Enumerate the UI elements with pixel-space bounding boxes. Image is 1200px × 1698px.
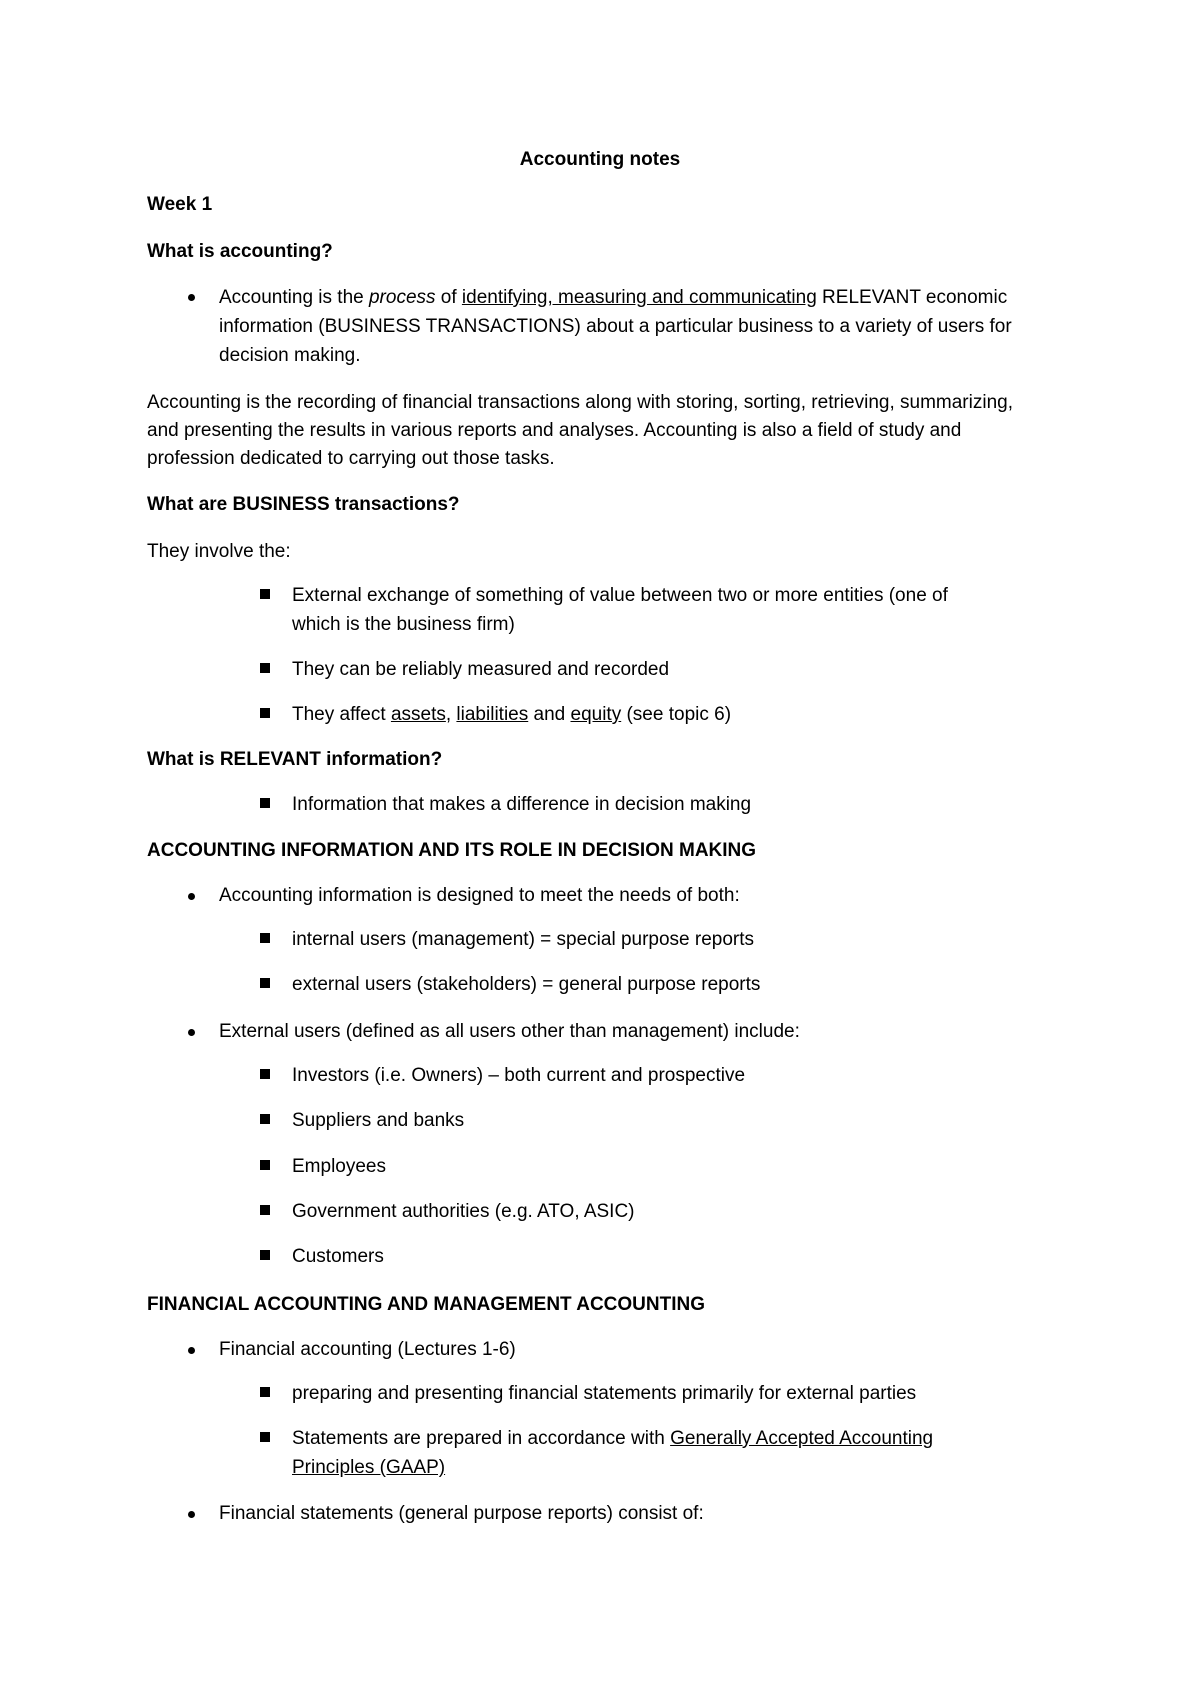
square-bullet (260, 1387, 270, 1397)
list-item-continued: which is the business firm) (292, 614, 515, 635)
bullet-dot (188, 893, 195, 900)
definition-text: Accounting is the (219, 287, 369, 308)
list-item: Financial statements (general purpose reports) consist of: (219, 1503, 704, 1524)
list-item: Investors (i.e. Owners) – both current and prospective (292, 1065, 746, 1086)
list-text: (see topic 6) (621, 704, 732, 725)
heading-business-transactions: What are BUSINESS transactions? (147, 494, 460, 515)
equity-link: equity (570, 704, 622, 725)
square-bullet (260, 1114, 270, 1124)
definition-line-3: decision making. (219, 345, 361, 366)
square-bullet (260, 933, 270, 943)
paragraph-line: and presenting the results in various reports and analyses. Accounting is also a field of study and (147, 420, 962, 441)
definition-text: RELEVANT economic (816, 287, 1008, 308)
square-bullet (260, 1205, 270, 1215)
gaap-link: Generally Accepted Accounting (670, 1428, 934, 1449)
list-item: Employees (292, 1156, 386, 1177)
heading-relevant-information: What is RELEVANT information? (147, 749, 443, 770)
paragraph-line: profession dedicated to carrying out those tasks. (147, 448, 555, 469)
list-item: They can be reliably measured and recorded (292, 659, 670, 680)
square-bullet (260, 708, 270, 718)
square-bullet (260, 663, 270, 673)
square-bullet (260, 798, 270, 808)
list-item: Government authorities (e.g. ATO, ASIC) (292, 1201, 635, 1222)
square-bullet (260, 978, 270, 988)
definition-italic: process (368, 287, 436, 308)
definition-line-1 (219, 284, 1007, 312)
list-item: Suppliers and banks (292, 1110, 465, 1131)
heading-financial-management-accounting: FINANCIAL ACCOUNTING AND MANAGEMENT ACCOUNTING (147, 1294, 706, 1315)
paragraph-line: Accounting is the recording of financial transactions along with storing, sorting, retrieving, summarizing, (147, 392, 1013, 413)
list-item-affects (292, 701, 731, 729)
list-item: Information that makes a difference in decision making (292, 794, 752, 815)
list-text: Statements are prepared in accordance with (292, 1428, 671, 1449)
list-text: They affect (292, 704, 391, 725)
list-item-gaap (292, 1425, 933, 1453)
bullet-dot (188, 1029, 195, 1036)
definition-underlined: identifying, measuring and communicating (461, 287, 817, 308)
definition-line-2: information (BUSINESS TRANSACTIONS) about a particular business to a variety of users for (219, 316, 1012, 337)
square-bullet (260, 1432, 270, 1442)
list-item: External exchange of something of value between two or more entities (one of (292, 585, 948, 606)
list-text: , (445, 704, 457, 725)
square-bullet (260, 1069, 270, 1079)
square-bullet (260, 589, 270, 599)
liabilities-link: liabilities (456, 704, 529, 725)
list-item: preparing and presenting financial statements primarily for external parties (292, 1383, 917, 1404)
square-bullet (260, 1160, 270, 1170)
assets-link: assets (390, 704, 446, 725)
they-involve-text: They involve the: (147, 541, 291, 562)
document-title: Accounting notes (519, 149, 681, 170)
heading-what-is-accounting: What is accounting? (147, 241, 333, 262)
list-text: and (528, 704, 571, 725)
list-item: internal users (management) = special purpose reports (292, 929, 755, 950)
list-item: Customers (292, 1246, 384, 1267)
square-bullet (260, 1250, 270, 1260)
bullet-dot (188, 1347, 195, 1354)
list-item: external users (stakeholders) = general purpose reports (292, 974, 761, 995)
list-item: External users (defined as all users other than management) include: (219, 1021, 800, 1042)
heading-accounting-information-role: ACCOUNTING INFORMATION AND ITS ROLE IN DECISION MAKING (147, 840, 757, 861)
week-heading: Week 1 (147, 194, 213, 215)
list-item: Financial accounting (Lectures 1-6) (219, 1339, 516, 1360)
bullet-dot (188, 1511, 195, 1518)
gaap-link-continued: Principles (GAAP) (292, 1457, 446, 1478)
bullet-dot (188, 294, 195, 301)
definition-text: of (435, 287, 462, 308)
list-item: Accounting information is designed to meet the needs of both: (219, 885, 740, 906)
